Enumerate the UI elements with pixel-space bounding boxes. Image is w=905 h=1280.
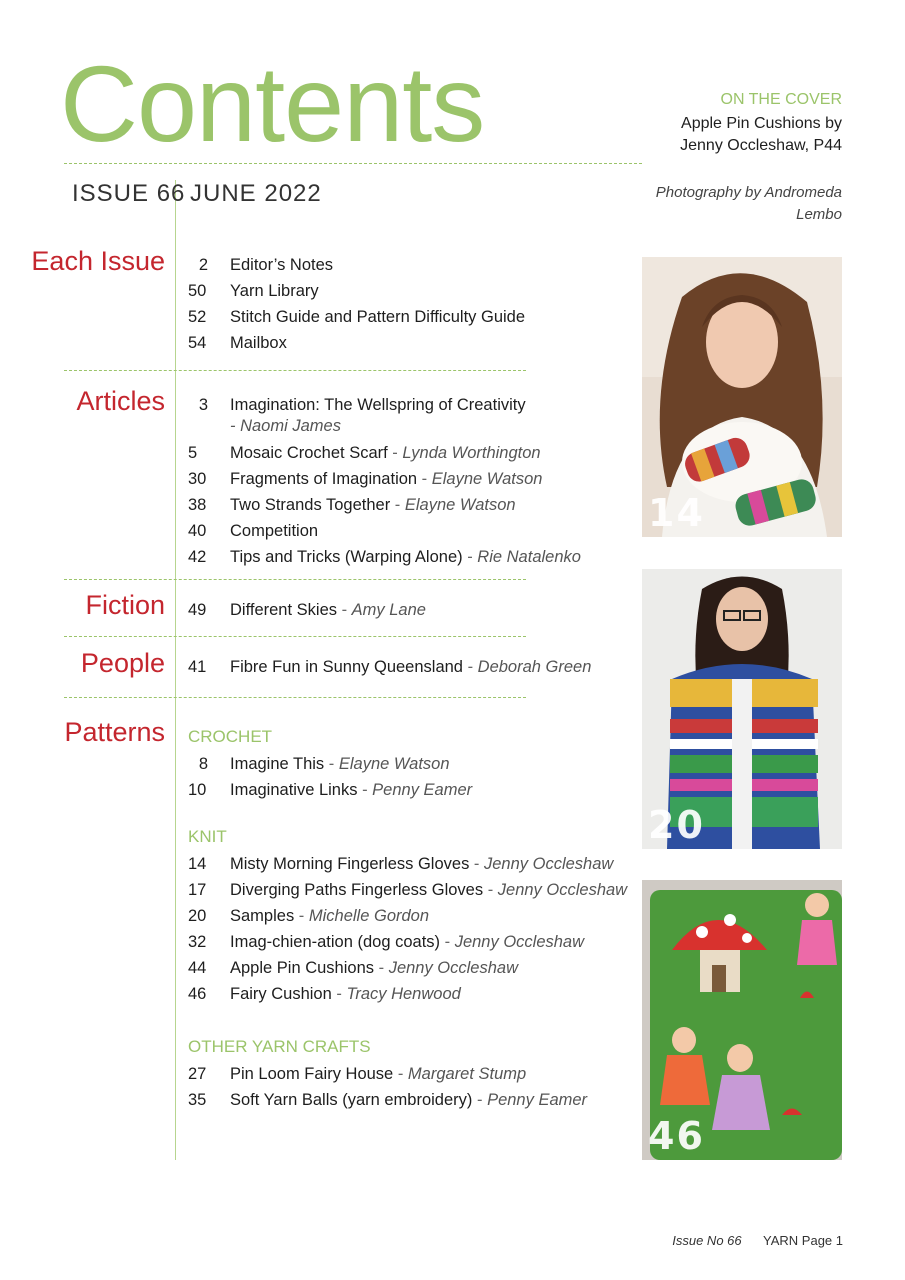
entry-title: Competition — [230, 522, 319, 540]
page-number: 3 — [198, 396, 208, 414]
toc-entry[interactable]: 35 Soft Yarn Balls (yarn embroidery) - Penny Eamer — [188, 1091, 588, 1109]
entry-title: Fibre Fun in Sunny Queensland — [230, 658, 463, 676]
page-number: 17 — [188, 881, 207, 899]
entry-title: Diverging Paths Fingerless Gloves — [230, 881, 484, 899]
footer-magazine: YARN — [763, 1233, 799, 1248]
cover-heading: ON THE COVER — [720, 91, 842, 108]
toc-entry[interactable] — [188, 307, 525, 327]
page-number: 49 — [188, 601, 207, 619]
toc-entry[interactable]: 41 Fibre Fun in Sunny Queensland - Deborah Green — [188, 658, 592, 676]
entry-title: Mosaic Crochet Scarf — [230, 444, 388, 462]
toc-entry[interactable] — [188, 255, 333, 275]
toc-entry[interactable]: 49 Different Skies - Amy Lane — [188, 601, 426, 619]
photo-page-number: 46 — [648, 1114, 705, 1158]
section-separator — [64, 370, 526, 371]
entry-author: Elayne Watson — [431, 470, 543, 488]
category-crochet: CROCHET — [188, 727, 273, 746]
issue-date: JUNE 2022 — [190, 180, 322, 207]
entry-title: Misty Morning Fingerless Gloves — [230, 855, 470, 873]
toc-entry[interactable]: 32 Imag-chien-ation (dog coats) - Jenny Occleshaw — [188, 933, 585, 951]
entry-author: Tracy Henwood — [346, 985, 461, 1003]
entry-author: Elayne Watson — [338, 755, 450, 773]
toc-entry[interactable]: 42 Tips and Tricks (Warping Alone) - Rie Natalenko — [188, 548, 581, 566]
entry-author: Jenny Occleshaw — [454, 933, 585, 951]
entry-title: Imag-chien-ation (dog coats) — [230, 933, 441, 951]
toc-entry[interactable]: 5 Mosaic Crochet Scarf - Lynda Worthington — [188, 444, 541, 462]
entry-author: Michelle Gordon — [308, 907, 430, 925]
entry-author: - Naomi James — [230, 417, 341, 435]
page-number: 32 — [188, 933, 207, 951]
entry-author: Jenny Occleshaw — [497, 881, 628, 899]
page-number: 50 — [188, 282, 207, 300]
entry-title: Editor’s Notes — [230, 256, 334, 274]
entry-author: Lynda Worthington — [402, 444, 541, 462]
page-number: 54 — [188, 334, 207, 352]
entry-author: Amy Lane — [351, 601, 426, 619]
photo-cardigan[interactable] — [642, 569, 842, 849]
page-number: 42 — [188, 548, 207, 566]
entry-title: Soft Yarn Balls (yarn embroidery) — [230, 1091, 473, 1109]
section-each-issue: Each Issue — [31, 246, 165, 276]
toc-entry[interactable]: 14 Misty Morning Fingerless Gloves - Jenny Occleshaw — [188, 855, 614, 873]
page-number: 10 — [188, 781, 207, 799]
entry-title: Stitch Guide and Pattern Difficulty Guide — [230, 308, 526, 326]
entry-title: Fragments of Imagination — [230, 470, 418, 488]
page-number: 38 — [188, 496, 207, 514]
page-number: 20 — [188, 907, 207, 925]
cover-title: Apple Pin Cushions by Jenny Occleshaw, P44 — [680, 115, 842, 154]
page-number: 8 — [198, 755, 208, 773]
entry-title: Imaginative Links — [230, 781, 358, 799]
toc-entry[interactable]: 38 Two Strands Together - Elayne Watson — [188, 496, 516, 514]
entry-title: Two Strands Together — [230, 496, 391, 514]
footer-page: Page 1 — [801, 1233, 843, 1248]
toc-entry[interactable] — [188, 333, 287, 353]
entry-title: Tips and Tricks (Warping Alone) — [230, 548, 463, 566]
section-people: People — [80, 648, 165, 678]
entry-author: Margaret Stump — [407, 1065, 527, 1083]
page-footer — [672, 1233, 843, 1248]
toc-entry[interactable]: 46 Fairy Cushion - Tracy Henwood — [188, 985, 461, 1003]
page-number: 41 — [188, 658, 207, 676]
entry-author: Penny Eamer — [372, 781, 473, 799]
toc-entry[interactable]: 44 Apple Pin Cushions - Jenny Occleshaw — [188, 959, 518, 977]
photo-gloves[interactable] — [642, 257, 842, 537]
toc-entry[interactable]: 8 Imagine This - Elayne Watson — [188, 754, 450, 774]
column-divider — [175, 180, 176, 1160]
toc-entry[interactable]: 27 Pin Loom Fairy House - Margaret Stump — [188, 1065, 527, 1083]
entry-author: Rie Natalenko — [477, 548, 581, 566]
page-number: 40 — [188, 522, 207, 540]
toc-entry[interactable] — [188, 395, 526, 415]
section-separator — [64, 636, 526, 637]
section-patterns: Patterns — [64, 717, 165, 747]
toc-entry[interactable]: 30 Fragments of Imagination - Elayne Watson — [188, 470, 543, 488]
entry-title: Different Skies — [230, 601, 337, 619]
entry-title: Yarn Library — [230, 282, 319, 300]
entry-title: Apple Pin Cushions — [230, 959, 375, 977]
cover-photo-credit: Photography by Andromeda Lembo — [655, 184, 842, 223]
toc-entry[interactable] — [188, 521, 318, 541]
toc-entry[interactable]: 20 Samples - Michelle Gordon — [188, 907, 430, 925]
section-separator — [64, 579, 526, 580]
page-number: 5 — [188, 444, 198, 462]
section-fiction: Fiction — [85, 590, 165, 620]
entry-author: Jenny Occleshaw — [484, 855, 614, 873]
page-number: 44 — [188, 959, 207, 977]
entry-title: Samples — [230, 907, 295, 925]
page-number: 46 — [188, 985, 207, 1003]
photo-page-number: 14 — [648, 491, 705, 535]
entry-title: Imagination: The Wellspring of Creativity — [230, 396, 526, 414]
entry-title: Imagine This — [230, 755, 325, 773]
page-title: Contents — [60, 43, 485, 164]
entry-author: Deborah Green — [477, 658, 592, 676]
footer-issue: Issue No 66 — [672, 1233, 742, 1248]
category-knit: KNIT — [188, 827, 227, 846]
page-number: 14 — [188, 855, 207, 873]
page-number: 27 — [188, 1065, 207, 1083]
toc-entry[interactable]: 17 Diverging Paths Fingerless Gloves - Jenny Occleshaw — [188, 881, 628, 899]
entry-title: Mailbox — [230, 334, 287, 352]
entry-title: Fairy Cushion — [230, 985, 332, 1003]
page-number: 35 — [188, 1091, 207, 1109]
page-number: 52 — [188, 308, 207, 326]
category-other-yarn-crafts: OTHER YARN CRAFTS — [188, 1037, 371, 1056]
page-number: 2 — [198, 256, 208, 274]
toc-entry[interactable]: 10 Imaginative Links - Penny Eamer — [188, 781, 473, 799]
photo-page-number: 20 — [648, 803, 705, 847]
photo-fairy-cushion[interactable] — [642, 880, 842, 1160]
section-articles: Articles — [76, 386, 165, 416]
title-divider — [64, 163, 642, 164]
toc-entry[interactable] — [188, 281, 319, 301]
entry-author: Elayne Watson — [404, 496, 516, 514]
issue-number: ISSUE 66 — [72, 180, 186, 207]
section-separator — [64, 697, 526, 698]
entry-author: Jenny Occleshaw — [388, 959, 518, 977]
entry-title: Pin Loom Fairy House — [230, 1065, 394, 1083]
page-number: 30 — [188, 470, 207, 488]
entry-author: Penny Eamer — [487, 1091, 588, 1109]
